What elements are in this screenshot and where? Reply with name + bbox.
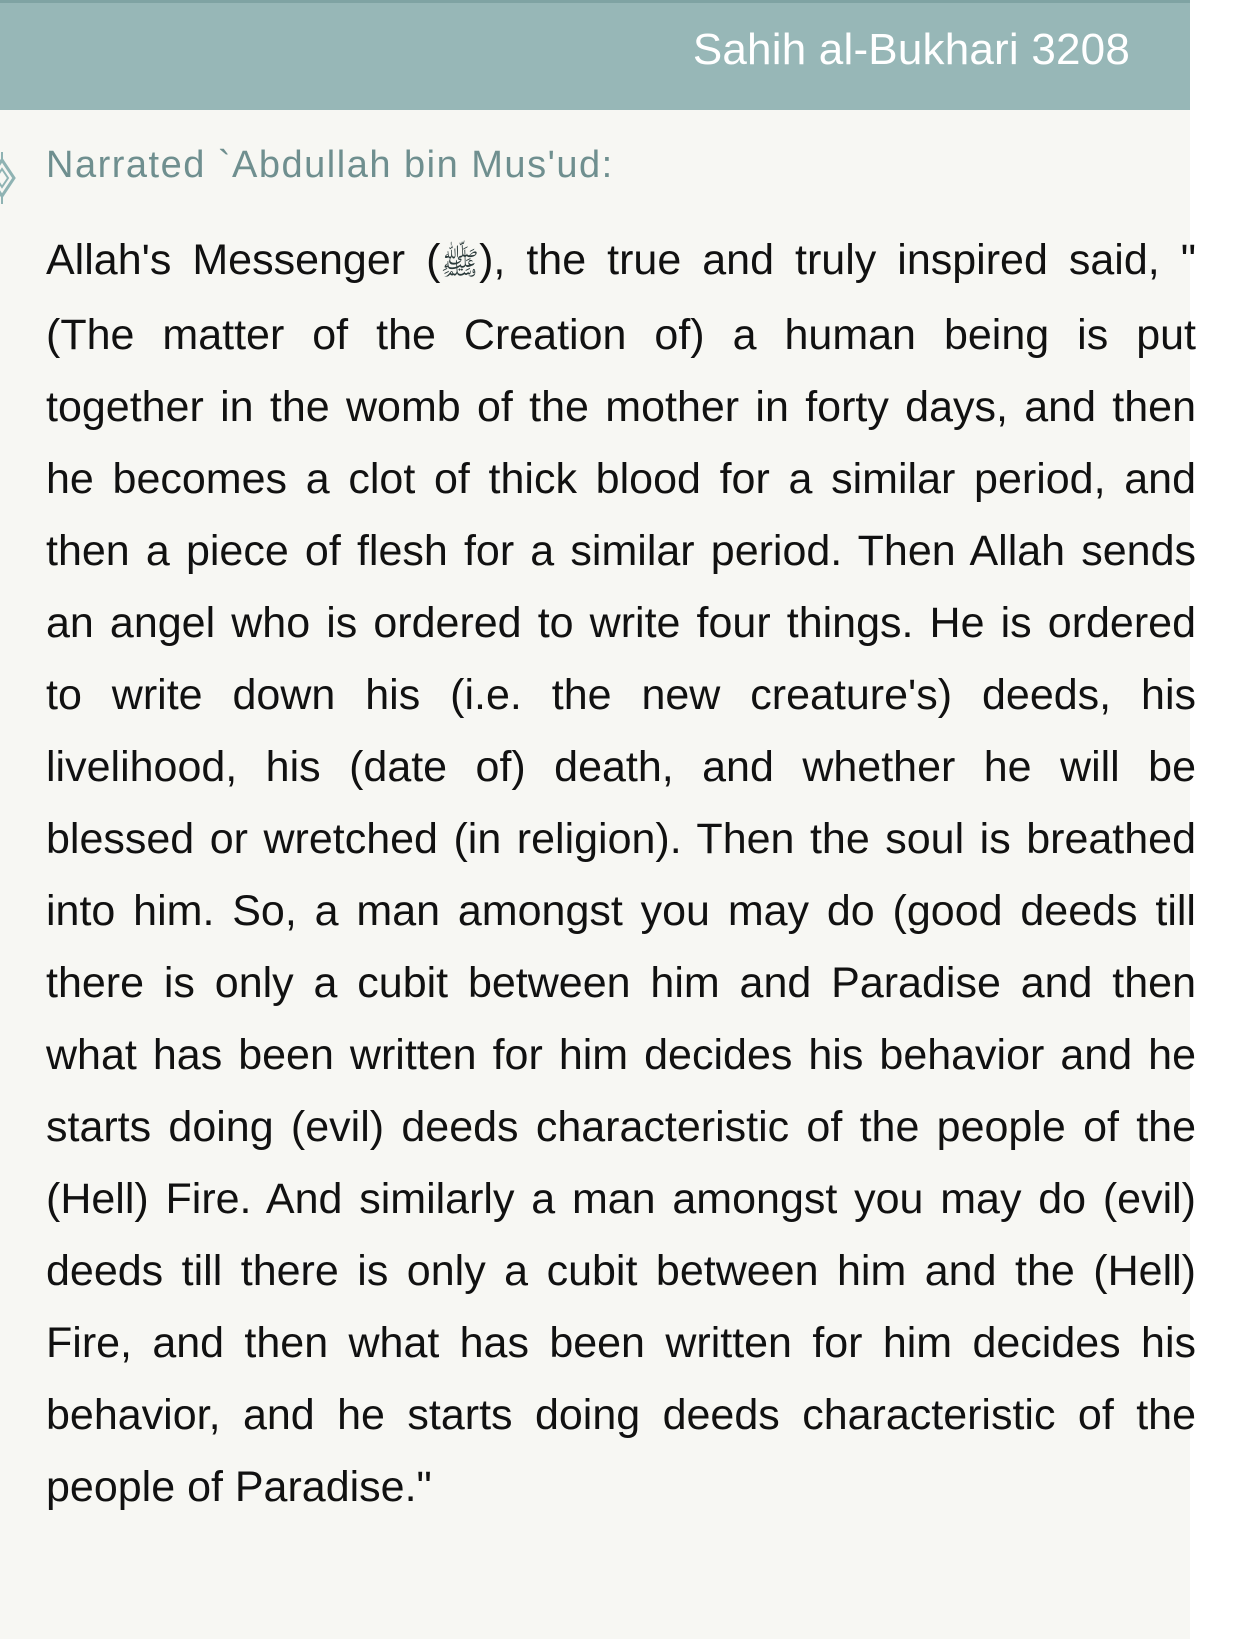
right-edge-strip [1190, 0, 1242, 1639]
hadith-text-rest: ), the true and truly inspired said, "(The matter of the Creation of) a human being is put together in the womb of the mother in forty days, and then he becomes a clot of thick blood for a similar period, and then a piece of flesh for a similar period. Then Allah sends an angel who is ordered to write four things. He is ordered to write down his (i.e. the new creature's) deeds, his livelihood, his (date of) death, and whether he will be blessed or wretched (in religion). Then the soul is breathed into him. So, a man amongst you may do (good deeds till there is only a cubit between him and Paradise and then what has been written for him decides his behavior and he starts doing (evil) deeds characteristic of the people of the (Hell) Fire. And similarly a man amongst you may do (evil) deeds till there is only a cubit between him and the (Hell) Fire, and then what has been written for him decides his behavior, and he starts doing deeds characteristic of the people of Paradise." [46, 236, 1197, 1511]
page-title: Sahih al-Bukhari 3208 [692, 25, 1130, 74]
star-ornament-icon [0, 150, 26, 206]
hadith-body [46, 224, 1196, 1523]
narrator-line: Narrated `Abdullah bin Mus'ud: [46, 144, 614, 186]
pbuh-honorific: ﷺ [440, 245, 480, 281]
header-bar [0, 0, 1190, 110]
hadith-text-start: Allah's Messenger ( [46, 236, 441, 284]
hadith-content [0, 110, 1197, 1639]
